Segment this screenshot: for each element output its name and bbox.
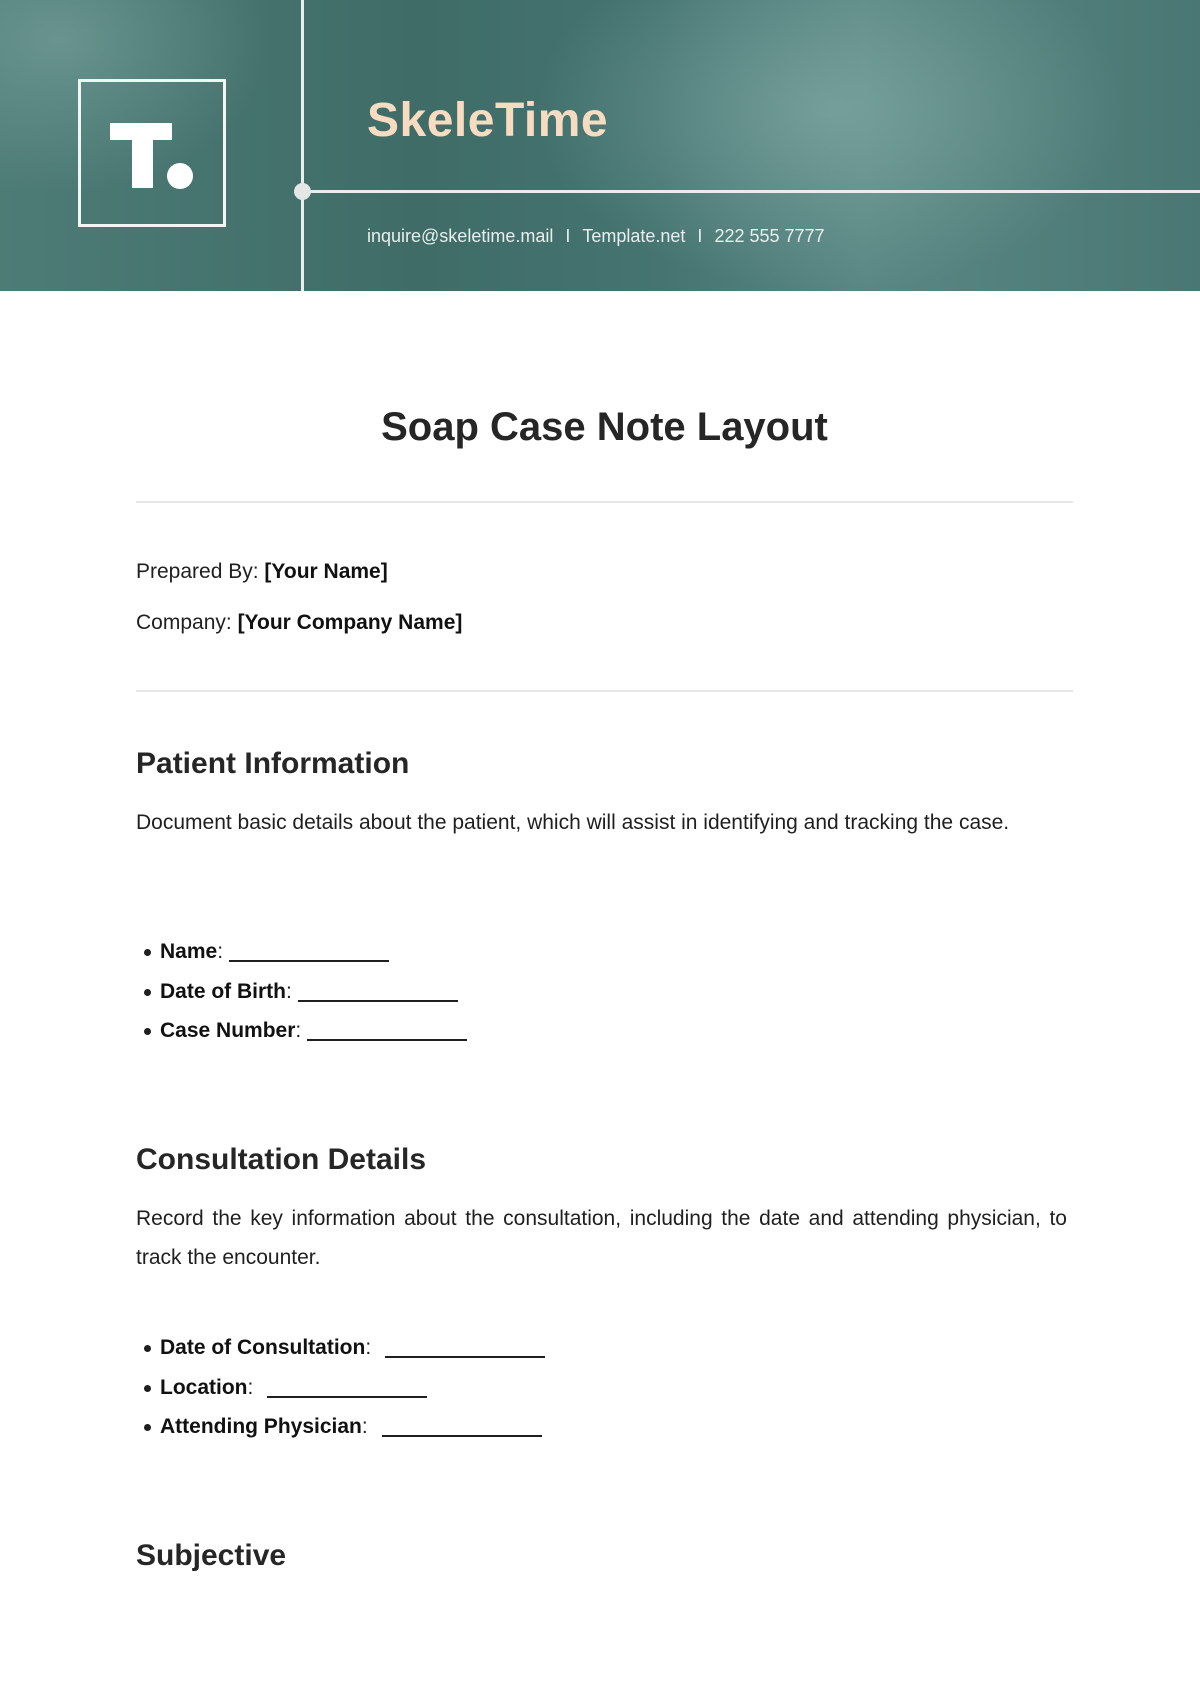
consultation-details-heading: Consultation Details [136,1143,427,1176]
bullet-icon [144,1345,151,1352]
bullet-icon [144,1028,151,1035]
field-label: Name [160,940,218,963]
prepared-by-line [136,557,388,587]
contact-separator: I [565,226,571,246]
field-label: Attending Physician [160,1415,362,1438]
date-of-birth-blank-field[interactable] [298,980,458,1002]
field-date-of-consultation [136,1328,545,1368]
bullet-icon [144,989,151,996]
contact-separator: I [697,226,703,246]
prepared-by-value: [Your Name] [264,560,388,583]
page-title: Soap Case Note Layout [381,405,828,449]
logo-t-stem [132,123,153,188]
consultation-details-description: Record the key information about the consultation, including the date and attending physician, to track the encounter. [136,1207,1067,1269]
bullet-icon [144,949,151,956]
field-name [136,932,467,972]
field-colon: : [247,1375,254,1399]
header-banner [0,0,1200,291]
prepared-by-label: Prepared By: [136,560,259,583]
bullet-icon [144,1385,151,1392]
banner-vertical-divider [301,0,304,291]
company-label: Company: [136,611,232,634]
company-value: [Your Company Name] [237,611,463,634]
field-colon: : [365,1336,372,1359]
field-date-of-birth [136,972,467,1012]
field-colon: : [295,1019,302,1042]
consultation-details-fields [136,1328,545,1447]
field-colon: : [361,1415,368,1438]
field-label: Case Number [160,1019,296,1042]
logo-dot [167,163,193,189]
name-blank-field[interactable] [229,940,389,962]
banner-horizontal-divider [304,190,1200,193]
field-colon: : [217,940,224,963]
field-attending-physician [136,1407,545,1447]
attending-physician-blank-field[interactable] [382,1415,542,1437]
brand-name: SkeleTime [367,94,609,147]
contact-phone: 222 555 7777 [714,226,825,246]
company-line [136,608,462,638]
field-label: Date of Birth [160,979,286,1003]
case-number-blank-field[interactable] [307,1019,467,1041]
banner-divider-node [294,183,311,200]
field-case-number [136,1011,467,1051]
t-dot-logo-icon [78,79,226,227]
title-divider [136,501,1073,503]
field-label: Location [160,1375,248,1399]
patient-information-heading: Patient Information [136,747,410,780]
field-colon: : [286,979,292,1003]
meta-divider [136,690,1073,692]
field-location [136,1368,545,1408]
subjective-heading: Subjective [136,1539,287,1572]
contact-website: Template.net [582,226,686,246]
field-label: Date of Consultation [160,1336,366,1359]
patient-information-description: Document basic details about the patient, which will assist in identifying and tracking the case. [136,811,1010,834]
location-blank-field[interactable] [267,1376,427,1398]
contact-email: inquire@skeletime.mail [367,226,554,246]
date-of-consultation-blank-field[interactable] [385,1336,545,1358]
contact-line [367,224,825,248]
bullet-icon [144,1424,151,1431]
patient-information-fields [136,932,467,1051]
